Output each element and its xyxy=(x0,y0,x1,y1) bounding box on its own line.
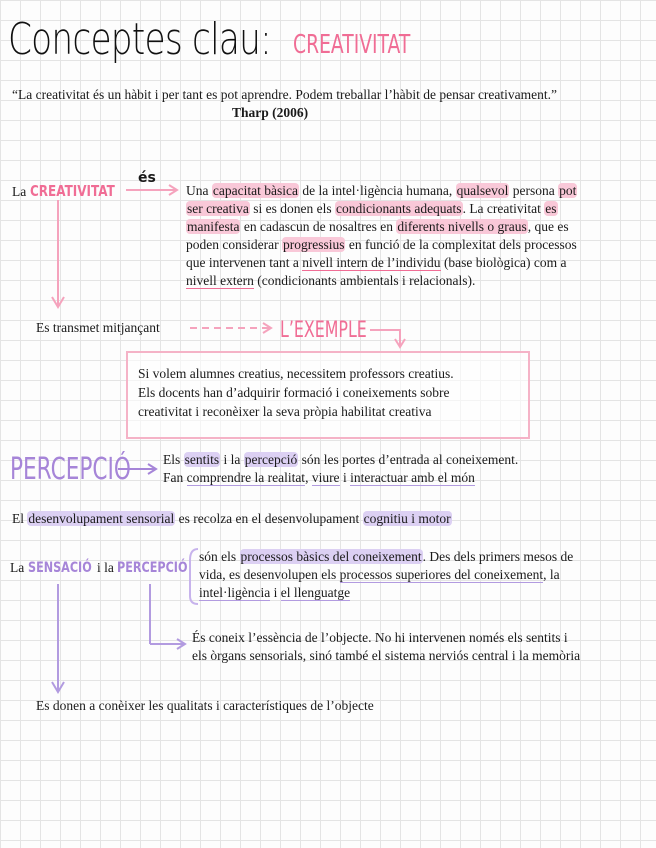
sensacio-definition-text: Es donen a conèixer les qualitats i característiques de l’objecte xyxy=(36,698,374,713)
creativitat-definition xyxy=(186,182,646,290)
page-subtitle: CREATIVITAT xyxy=(293,30,411,60)
exemple-word: L’EXEMPLE xyxy=(280,318,367,343)
definition-line: manifesta en cadascun de nosaltres en diferents nivells o graus, que es xyxy=(187,219,569,234)
percepcio-text: Els sentits i la percepció són les portes d’entrada al coneixement. Fan comprendre la realitat, viure i interactuar amb el món xyxy=(163,452,519,485)
creativitat-heading: La CREATIVITAT xyxy=(12,182,115,200)
sensacio-definition: són els processos bàsics del coneixement. Des dels primers mesos de vida, es desenvolupen els processos superiores del coneixement, la intel·ligència i el llenguatge xyxy=(199,549,574,600)
quote-author: Tharp (2006) xyxy=(232,105,309,120)
es-label: és xyxy=(138,170,156,186)
creativitat-word: CREATIVITAT xyxy=(29,182,115,200)
sensacio-word: SENSACIÓ xyxy=(27,560,92,576)
percepcio-heading: PERCEPCIÓ xyxy=(10,452,131,487)
percepcio-definition: És coneix l’essència de l’objecte. No hi intervenen només els sentits i els òrgans sensorials, sinó també el sistema nerviós central i la memòria xyxy=(192,630,581,663)
page-title: Conceptes clau: xyxy=(8,14,271,65)
definition-line: que intervenen tant a nivell intern de l’individu (base biològica) com a xyxy=(186,255,567,270)
example-box-text: Si volem alumnes creatius, necessitem professors creatius. Els docents han d’adquirir formació i coneixements sobre creativitat i reconèixer la seva pròpia habilitat creativa xyxy=(138,366,454,419)
transmet-text: Es transmet mitjançant xyxy=(36,320,160,335)
definition-line: poden considerar progressius en funció de la complexitat dels processos xyxy=(186,237,577,252)
definition-line: nivell extern (condicionants ambientals i relacionals). xyxy=(186,273,476,288)
definition-line: ser creativa si es donen els condicionants adequats. La creativitat es xyxy=(187,201,557,216)
definition-line: Una capacitat bàsica de la intel·ligència humana, qualsevol persona pot xyxy=(186,183,577,198)
quote-text: “La creativitat és un hàbit i per tant es pot aprendre. Podem treballar l’hàbit de pensar creativament.” xyxy=(12,87,558,102)
percepcio-word: PERCEPCIÓ xyxy=(117,560,188,576)
sensacio-heading: La SENSACIÓ i la PERCEPCIÓ xyxy=(10,560,188,576)
desenvolupament-text: El desenvolupament sensorial es recolza en el desenvolupament cognitiu i motor xyxy=(12,511,451,526)
